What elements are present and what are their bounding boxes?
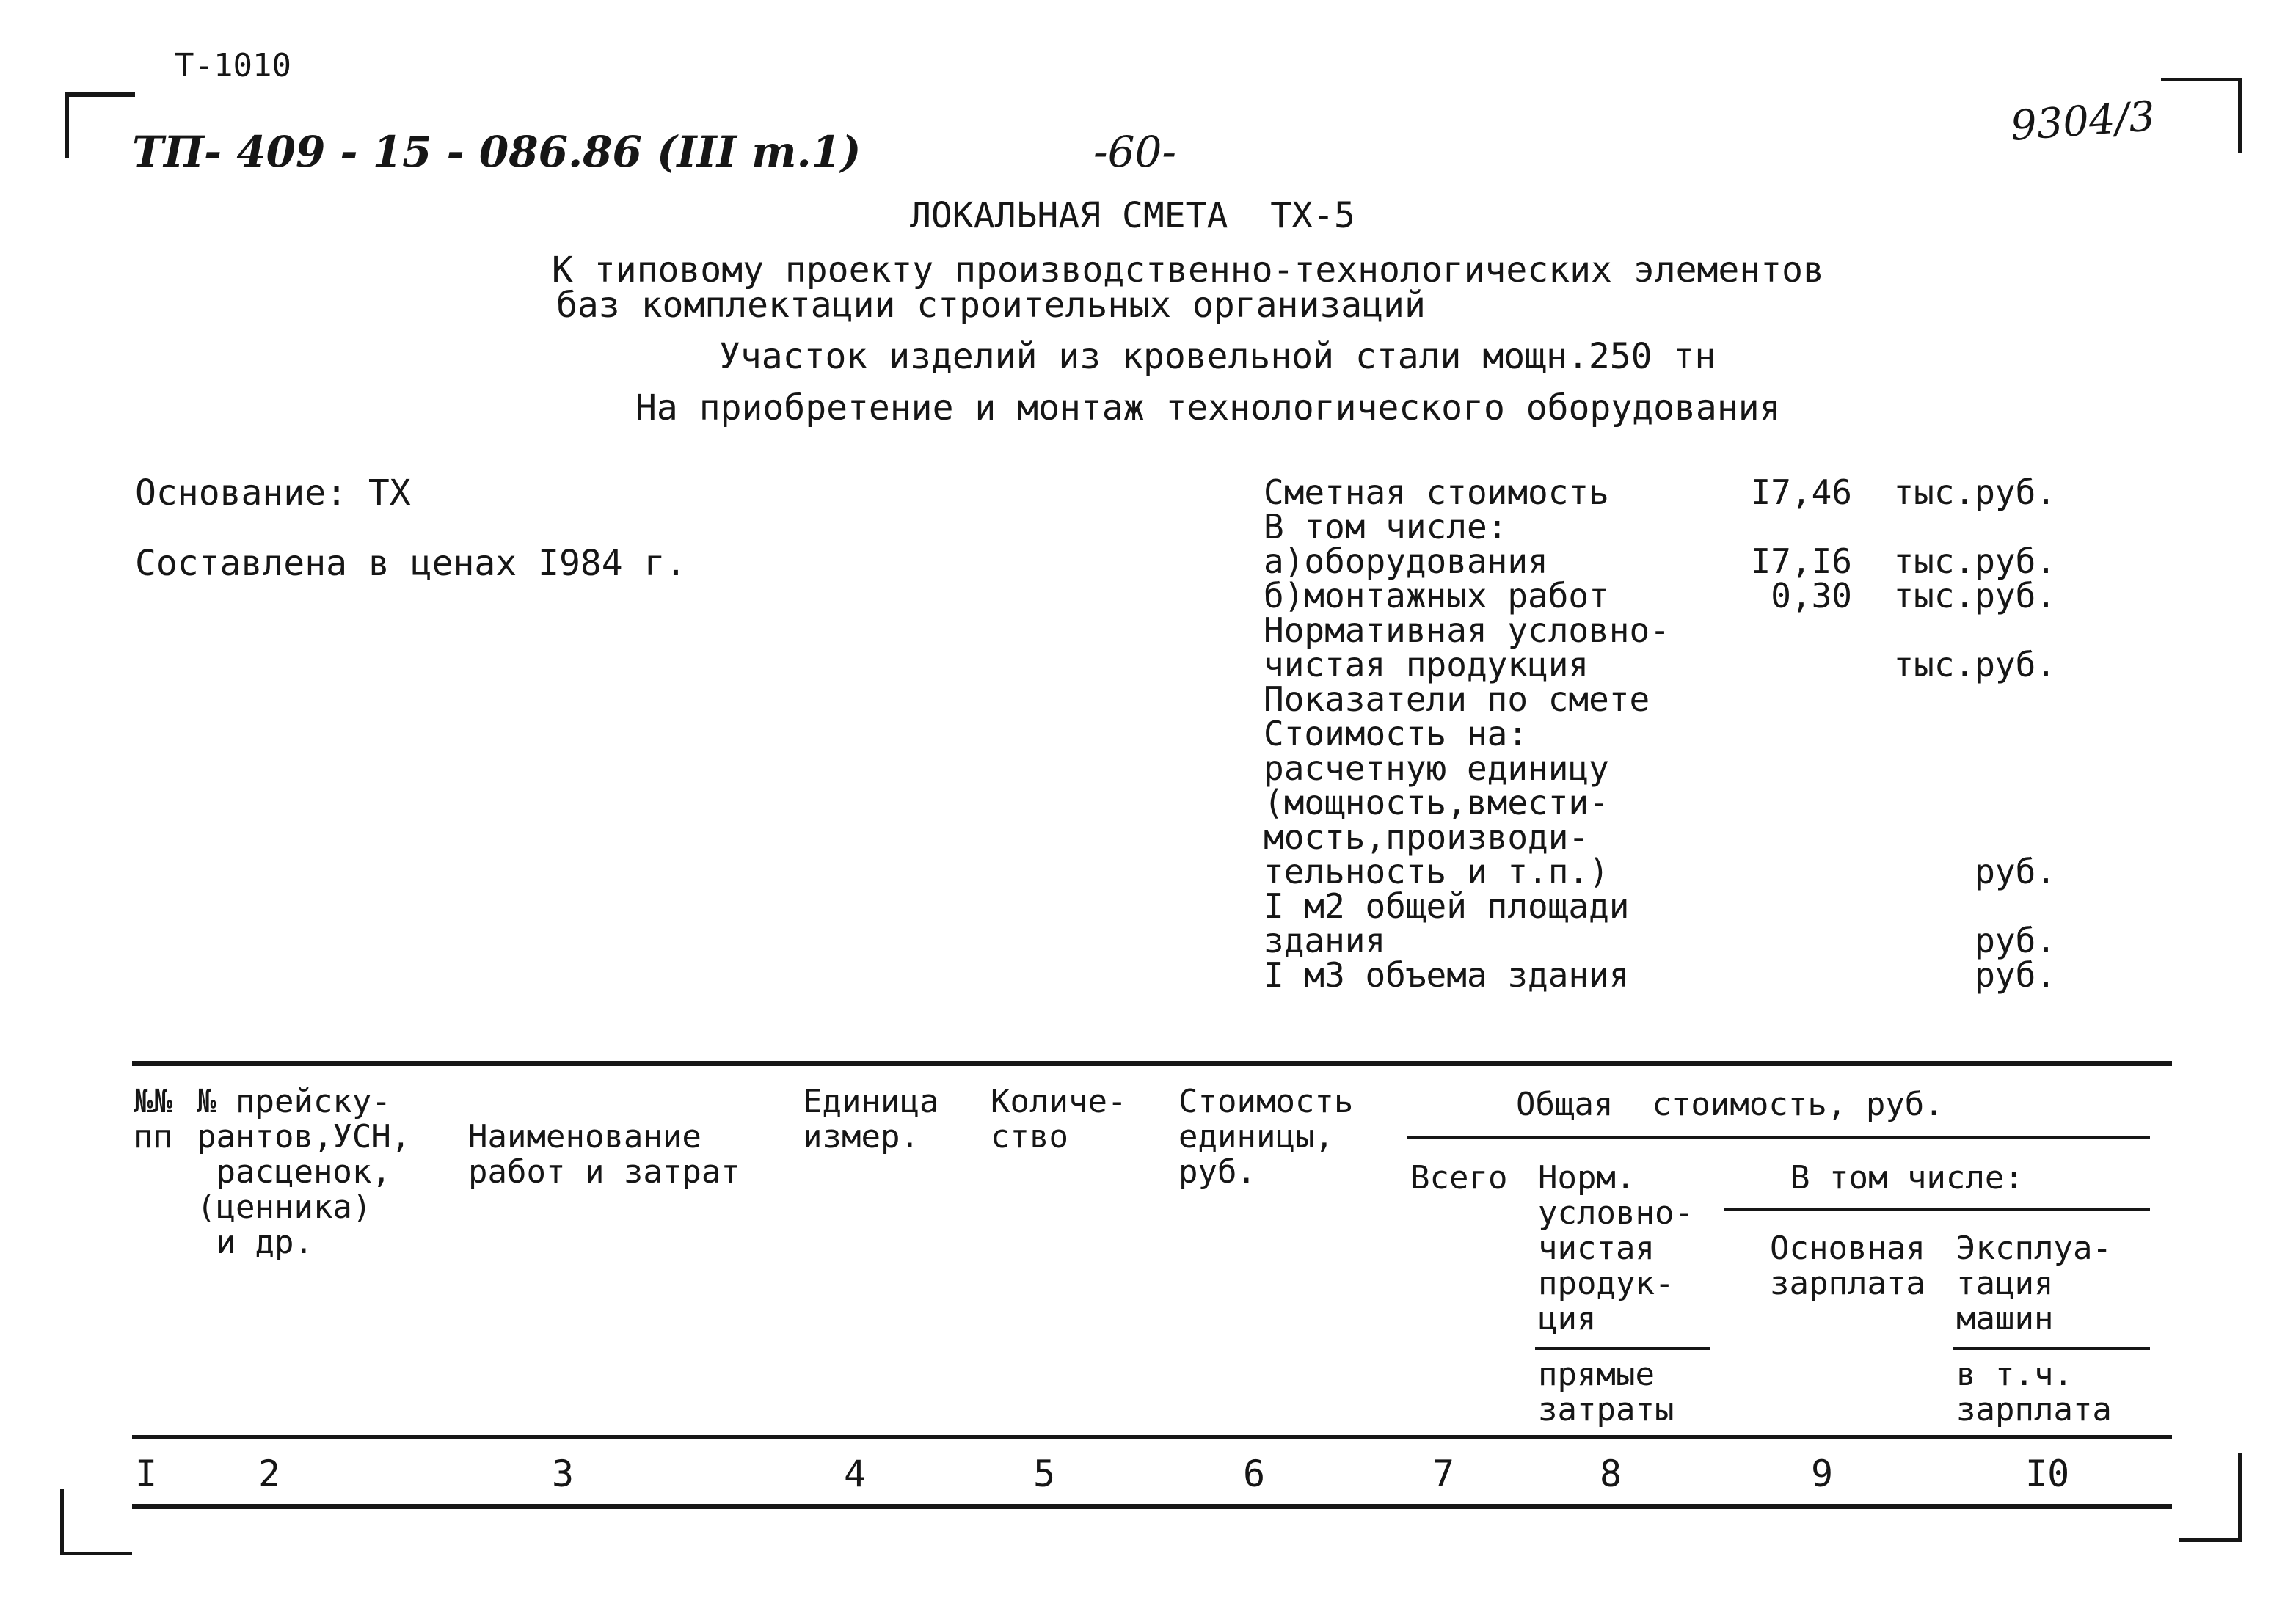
header-col-machine-operation: Эксплуа- тация машин <box>1956 1230 2112 1337</box>
document-title: ЛОКАЛЬНАЯ СМЕТА ТХ-5 <box>910 195 1355 236</box>
corner-mark-bottom-right-v <box>2238 1453 2242 1541</box>
header-col-base-salary: Основная зарплата <box>1770 1230 1925 1302</box>
header-col-direct-costs: прямые затраты <box>1538 1356 1674 1428</box>
summary-row <box>1264 921 2056 960</box>
summary-row <box>1264 541 2056 581</box>
column-number: I <box>135 1453 158 1495</box>
header-col-total: Всего <box>1410 1159 1508 1197</box>
header-col-unit: Единица измер. <box>803 1083 939 1155</box>
summary-row <box>1264 472 2056 512</box>
prices-label: Составлена в ценах I984 г. <box>135 543 687 584</box>
summary-label: I м2 общей площади <box>1264 886 1630 926</box>
summary-unit: руб. <box>1975 955 2056 995</box>
document-reference: ТП- 409 - 15 - 086.86 (III т.1) <box>132 127 861 177</box>
column-number: 6 <box>1243 1453 1266 1495</box>
table-top-rule <box>132 1061 2172 1066</box>
summary-label: Сметная стоимость <box>1264 472 1609 512</box>
summary-row <box>1264 817 2056 857</box>
summary-label: Стоимость на: <box>1264 714 1528 753</box>
header-col-quantity: Количе- ство <box>991 1083 1127 1155</box>
corner-mark-top-left-h <box>65 92 135 97</box>
corner-mark-top-right-h <box>2161 78 2242 81</box>
column-number: 9 <box>1811 1453 1834 1495</box>
header-col-number: №№ пп <box>134 1083 172 1155</box>
summary-label: а)оборудования <box>1264 541 1548 581</box>
including-group-rule <box>1724 1208 2150 1211</box>
corner-mark-top-left-v <box>65 92 69 158</box>
summary-unit: тыс.руб. <box>1893 541 2056 581</box>
summary-row <box>1264 576 2056 616</box>
header-col-price-ref: № прейску- рантов,УСН, расценок, (ценника) и др. <box>197 1083 411 1261</box>
summary-label: I м3 объема здания <box>1264 955 1630 995</box>
summary-unit: руб. <box>1975 921 2056 960</box>
header-col-including-salary: в т.ч. зарплата <box>1956 1356 2112 1428</box>
summary-row <box>1264 748 2056 788</box>
header-including-group: В том числе: <box>1790 1159 2024 1197</box>
subtitle-line-2: баз комплектации строительных организаций <box>556 285 1426 326</box>
summary-unit: руб. <box>1975 852 2056 891</box>
col10-sub-rule <box>1953 1347 2150 1350</box>
col8-sub-rule <box>1535 1347 1710 1350</box>
column-number: 2 <box>258 1453 281 1495</box>
summary-value: 0,30 <box>1771 576 1852 616</box>
summary-value: I7,I6 <box>1750 541 1852 581</box>
column-number: 4 <box>844 1453 867 1495</box>
summary-unit: тыс.руб. <box>1893 576 2056 616</box>
page-number: -60- <box>1093 127 1176 177</box>
corner-mark-bottom-left-h <box>60 1552 132 1555</box>
subtitle-line-1: К типовому проекту производственно-технологических элементов <box>552 249 1824 291</box>
corner-mark-bottom-right-h <box>2179 1538 2242 1542</box>
column-number: 3 <box>552 1453 575 1495</box>
summary-row <box>1264 645 2056 684</box>
summary-label: чистая продукция <box>1264 645 1589 684</box>
header-total-group: Общая стоимость, руб. <box>1516 1086 1944 1123</box>
summary-label: (мощность,вмести- <box>1264 783 1609 822</box>
summary-row <box>1264 714 2056 753</box>
column-number: 7 <box>1432 1453 1455 1495</box>
archive-number: 9304/3 <box>2008 92 2157 150</box>
summary-label: б)монтажных работ <box>1264 576 1609 616</box>
summary-label: В том числе: <box>1264 507 1508 547</box>
total-group-rule <box>1407 1136 2150 1139</box>
summary-label: тельность и т.п.) <box>1264 852 1609 891</box>
summary-label: расчетную единицу <box>1264 748 1609 788</box>
corner-mark-top-right-v <box>2238 78 2242 153</box>
table-bottom-rule <box>132 1504 2172 1509</box>
summary-row <box>1264 955 2056 995</box>
summary-value: I7,46 <box>1750 472 1852 512</box>
header-col-normative: Норм. условно- чистая продук- ция <box>1538 1159 1694 1337</box>
column-number: 8 <box>1600 1453 1622 1495</box>
summary-unit: тыс.руб. <box>1893 645 2056 684</box>
summary-row <box>1264 679 2056 719</box>
basis-label: Основание: ТХ <box>135 472 411 514</box>
header-col-unit-cost: Стоимость единицы, руб. <box>1178 1083 1354 1191</box>
document-code: Т-1010 <box>175 47 291 84</box>
summary-row <box>1264 886 2056 926</box>
summary-row <box>1264 610 2056 650</box>
summary-label: мость,производи- <box>1264 817 1589 857</box>
summary-label: здания <box>1264 921 1386 960</box>
column-number: 5 <box>1033 1453 1056 1495</box>
summary-row <box>1264 852 2056 891</box>
summary-unit: тыс.руб. <box>1893 472 2056 512</box>
corner-mark-bottom-left-v <box>60 1489 64 1555</box>
column-number: I0 <box>2025 1453 2070 1495</box>
summary-label: Показатели по смете <box>1264 679 1650 719</box>
section-title: Участок изделий из кровельной стали мощн.250 тн <box>719 336 1716 377</box>
summary-row <box>1264 507 2056 547</box>
header-col-name: Наименование работ и затрат <box>468 1118 740 1191</box>
summary-label: Нормативная условно- <box>1264 610 1670 650</box>
header-bottom-rule <box>132 1435 2172 1439</box>
summary-row <box>1264 783 2056 822</box>
purpose-title: На приобретение и монтаж технологического оборудования <box>635 387 1781 428</box>
